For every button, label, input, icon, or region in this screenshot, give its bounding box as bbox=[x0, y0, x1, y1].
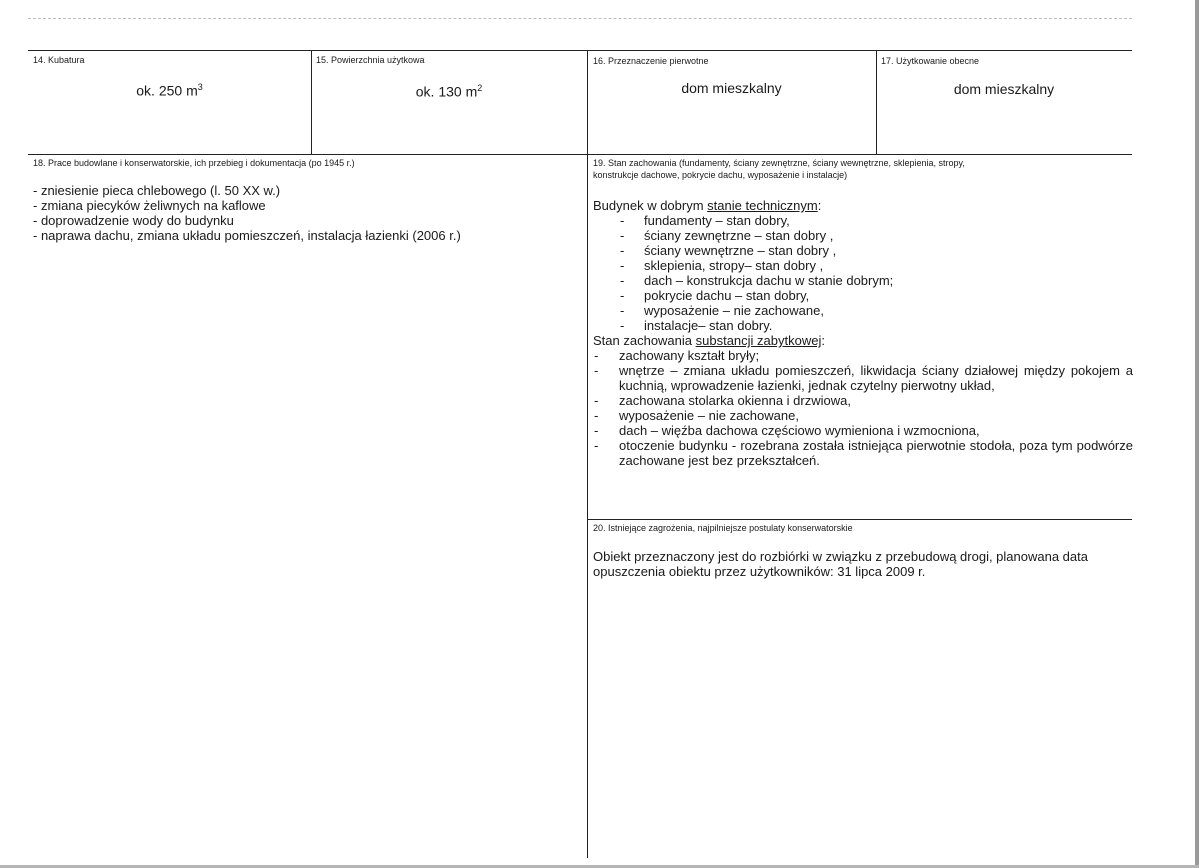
field-15-unit-exponent: 2 bbox=[477, 83, 483, 93]
list-item: - wyposażenie – nie zachowane, bbox=[593, 303, 1133, 318]
section-19-label-line-2: konstrukcje dachowe, pokrycie dachu, wyposażenie i instalacje) bbox=[593, 170, 848, 180]
list-item: - instalacje– stan dobry. bbox=[593, 318, 1133, 333]
row1-bottom-rule bbox=[28, 154, 1132, 155]
field-17-label: 17. Użytkowanie obecne bbox=[881, 56, 980, 66]
field-16-value: dom mieszkalny bbox=[681, 80, 782, 96]
col-divider-16-17 bbox=[876, 50, 877, 154]
substance-underlined: substancji zabytkowej bbox=[695, 333, 822, 348]
list-item: - zachowana stolarka okienna i drzwiowa, bbox=[593, 393, 1133, 408]
intro-prefix: Budynek w dobrym bbox=[593, 198, 708, 213]
section20-top-rule bbox=[587, 519, 1132, 520]
technical-condition-intro bbox=[593, 198, 1133, 213]
list-item: - wyposażenie – nie zachowane, bbox=[593, 408, 1133, 423]
list-item: - zniesienie pieca chlebowego (l. 50 XX w.) bbox=[33, 183, 281, 198]
list-item: - dach – konstrukcja dachu w stanie dobrym; bbox=[593, 273, 1133, 288]
substance-suffix: : bbox=[821, 333, 825, 348]
section-19-label-line-1: 19. Stan zachowania (fundamenty, ściany zewnętrzne, ściany wewnętrzne, sklepienia, stropy, bbox=[593, 158, 965, 168]
section-20-label: 20. Istniejące zagrożenia, najpilniejsze postulaty konserwatorskie bbox=[593, 523, 853, 533]
field-15-value-text: ok. 130 m bbox=[415, 83, 478, 100]
section-19-body bbox=[593, 198, 1133, 468]
intro-suffix: : bbox=[817, 198, 822, 213]
historic-substance-list bbox=[593, 348, 1133, 468]
intro-underlined: stanie technicznym bbox=[707, 198, 818, 213]
historic-substance-intro bbox=[593, 333, 1133, 348]
list-item: - naprawa dachu, zmiana układu pomieszczeń, instalacja łazienki (2006 r.) bbox=[33, 228, 461, 243]
section-18-works-list bbox=[33, 183, 461, 243]
row1-top-rule bbox=[28, 50, 1132, 51]
field-14-value bbox=[28, 79, 311, 99]
list-item: - ściany wewnętrzne – stan dobry , bbox=[593, 243, 1133, 258]
col-divider-14-15 bbox=[311, 50, 312, 154]
list-item: - zmiana piecyków żeliwnych na kaflowe bbox=[33, 198, 266, 213]
scan-edge-right bbox=[1195, 0, 1199, 868]
section-20-text: Obiekt przeznaczony jest do rozbiórki w związku z przebudową drogi, planowana data opuszczenia obiektu przez użytkowników: 31 lipca 2009 r. bbox=[593, 549, 1088, 579]
list-item: - sklepienia, stropy– stan dobry , bbox=[593, 258, 1133, 273]
technical-condition-list bbox=[593, 213, 1133, 333]
list-item: - wnętrze – zmiana układu pomieszczeń, likwidacja ściany działowej między pokojem a kuchnią, wprowadzenie łazienki, jednak czytelny pierwotny układ, bbox=[593, 363, 1133, 393]
top-dashed-rule bbox=[28, 18, 1132, 19]
list-item: - dach – więźba dachowa częściowo wymieniona i wzmocniona, bbox=[593, 423, 1133, 438]
list-item: - pokrycie dachu – stan dobry, bbox=[593, 288, 1133, 303]
field-15-value bbox=[311, 80, 587, 100]
list-item: - doprowadzenie wody do budynku bbox=[33, 213, 234, 228]
section-18-label: 18. Prace budowlane i konserwatorskie, ich przebieg i dokumentacja (po 1945 r.) bbox=[33, 158, 355, 168]
field-14-unit-exponent: 3 bbox=[197, 82, 203, 92]
field-14-label: 14. Kubatura bbox=[33, 55, 85, 65]
field-15-label: 15. Powierzchnia użytkowa bbox=[316, 55, 425, 65]
field-14-value-text: ok. 250 m bbox=[136, 82, 198, 99]
list-item: - zachowany kształt bryły; bbox=[593, 348, 1133, 363]
field-17-value: dom mieszkalny bbox=[953, 81, 1055, 97]
field-16-label: 16. Przeznaczenie pierwotne bbox=[593, 56, 709, 66]
list-item: - ściany zewnętrzne – stan dobry , bbox=[593, 228, 1133, 243]
substance-prefix: Stan zachowania bbox=[593, 333, 696, 348]
col-divider-main bbox=[587, 50, 588, 858]
list-item: - fundamenty – stan dobry, bbox=[593, 213, 1133, 228]
list-item: - otoczenie budynku - rozebrana została istniejąca pierwotnie stodoła, poza tym podwórze zachowane jest bez przekształceń. bbox=[593, 438, 1133, 468]
